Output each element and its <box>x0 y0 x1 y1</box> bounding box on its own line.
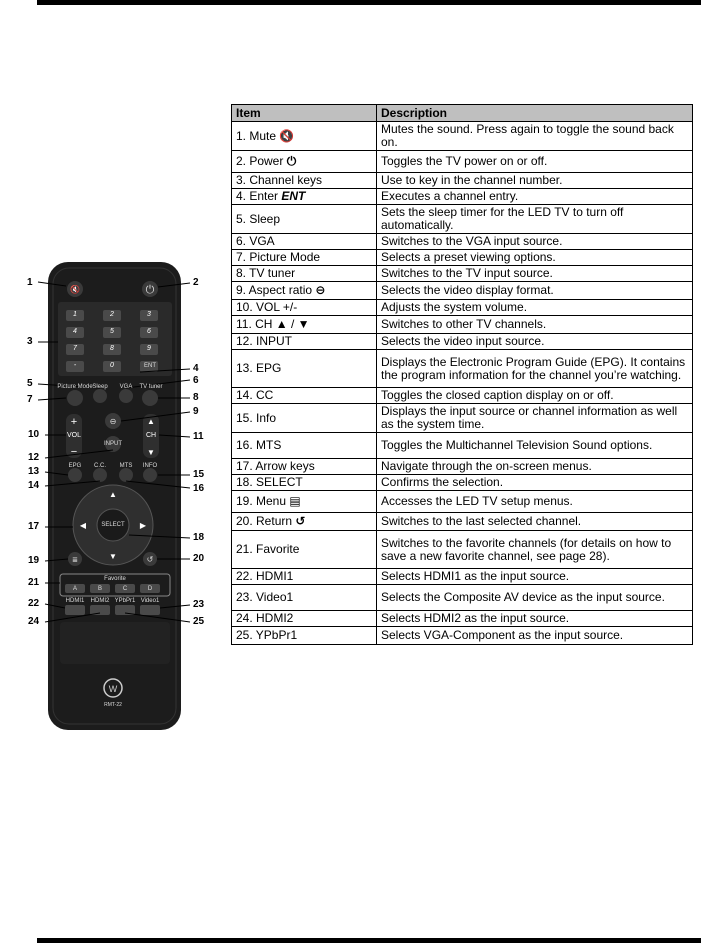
table-row <box>232 611 693 627</box>
item-label: 5. Sleep <box>236 211 281 226</box>
mute-icon: 🔇 <box>279 128 295 143</box>
callout-13: 13 <box>28 466 40 477</box>
favorite-d-label: D <box>147 586 153 592</box>
item-label: 16. MTS <box>236 438 282 452</box>
callout-9: 9 <box>193 406 199 417</box>
callout-20: 20 <box>193 553 205 564</box>
number-key-3: 3 <box>147 311 151 318</box>
item-label: 19. Menu <box>236 494 287 508</box>
item-cell <box>232 122 377 151</box>
item-cell <box>232 404 377 433</box>
number-key-1: 1 <box>73 311 77 318</box>
callout-22: 22 <box>28 598 40 609</box>
item-cell <box>232 611 377 627</box>
description-cell: Switches to the VGA input source. <box>377 234 693 250</box>
callout-2: 2 <box>193 277 199 288</box>
sleep-label: Sleep <box>92 384 108 390</box>
table-row <box>232 585 693 611</box>
item-cell <box>232 282 377 300</box>
description-cell: Switches to the TV input source. <box>377 266 693 282</box>
item-label: 18. SELECT <box>236 475 303 489</box>
table-row <box>232 205 693 234</box>
item-cell <box>232 316 377 334</box>
item-label: 7. Picture Mode <box>236 250 321 264</box>
item-cell <box>232 531 377 569</box>
callout-5: 5 <box>27 378 33 389</box>
number-key-7: 7 <box>73 345 77 352</box>
table-row <box>232 189 693 205</box>
item-cell <box>232 300 377 316</box>
number-key-8: 8 <box>110 345 114 352</box>
number-key-9: 9 <box>147 345 151 352</box>
description-cell: Switches to other TV channels. <box>377 316 693 334</box>
callout-21: 21 <box>28 577 40 588</box>
table-row <box>232 404 693 433</box>
callout-14: 14 <box>28 480 40 491</box>
number-key-6: 6 <box>147 328 151 335</box>
svg-text:W: W <box>108 684 118 694</box>
item-cell <box>232 569 377 585</box>
table-row <box>232 491 693 513</box>
description-cell: Selects a preset viewing options. <box>377 250 693 266</box>
table-row <box>232 266 693 282</box>
item-label: 24. HDMI2 <box>236 611 294 625</box>
item-cell <box>232 173 377 189</box>
description-cell: Toggles the TV power on or off. <box>377 151 693 173</box>
mute-icon: 🔇 <box>70 285 80 294</box>
svg-text:◀: ◀ <box>79 521 87 530</box>
number-key-dash: - <box>73 362 77 369</box>
svg-text:+: + <box>70 416 78 428</box>
item-cell <box>232 350 377 388</box>
item-label: 17. Arrow keys <box>236 459 315 473</box>
description-cell: Switches to the favorite channels (for details on how to save a new favorite channel, see page 28). <box>377 531 693 569</box>
item-label: 12. INPUT <box>236 334 293 348</box>
callout-3: 3 <box>27 336 33 347</box>
ent-label: ENT <box>144 363 156 369</box>
item-label: 2. Power <box>236 154 284 168</box>
table-row <box>232 250 693 266</box>
callout-1: 1 <box>27 277 33 288</box>
item-cell <box>232 189 377 205</box>
picture-mode-label: Picture Mode <box>57 384 93 390</box>
video1-label: Video1 <box>140 598 160 604</box>
callout-12: 12 <box>28 452 40 463</box>
description-cell: Displays the input source or channel information as well as the system time. <box>377 404 693 433</box>
return-icon: ↺ <box>295 514 306 528</box>
item-label: 25. YPbPr1 <box>236 628 298 642</box>
callout-18: 18 <box>193 532 205 543</box>
svg-text:▼: ▼ <box>147 448 155 457</box>
callout-6: 6 <box>193 375 199 386</box>
item-label: 9. Aspect ratio <box>236 283 313 297</box>
mts-label: MTS <box>119 463 133 469</box>
description-cell: Toggles the Multichannel Television Sound options. <box>377 433 693 459</box>
table-body <box>232 122 693 645</box>
favorite-c-label: C <box>122 586 128 592</box>
table-row <box>232 173 693 189</box>
table-row <box>232 388 693 404</box>
table-row <box>232 350 693 388</box>
item-label: 14. CC <box>236 388 274 402</box>
description-cell: Selects VGA-Component as the input source. <box>377 627 693 645</box>
callout-10: 10 <box>28 429 40 440</box>
item-label: 20. Return <box>236 514 293 528</box>
table-header-row <box>232 105 693 122</box>
description-cell: Toggles the closed caption display on or off. <box>377 388 693 404</box>
description-cell: Sets the sleep timer for the LED TV to turn off automatically. <box>377 205 693 234</box>
svg-text:▼: ▼ <box>109 552 117 561</box>
number-key-2: 2 <box>110 311 114 318</box>
item-label: 22. HDMI1 <box>236 569 294 583</box>
description-cell: Use to key in the channel number. <box>377 173 693 189</box>
item-cell <box>232 388 377 404</box>
item-cell <box>232 250 377 266</box>
callout-23: 23 <box>193 599 205 610</box>
table-row <box>232 282 693 300</box>
item-label: 8. TV tuner <box>236 266 296 280</box>
item-cell <box>232 151 377 173</box>
table-row <box>232 459 693 475</box>
table-row <box>232 569 693 585</box>
item-cell <box>232 459 377 475</box>
item-cell <box>232 205 377 234</box>
power-icon: ⏻ <box>286 154 297 168</box>
select-label: SELECT <box>101 522 125 528</box>
table-row <box>232 234 693 250</box>
description-cell: Navigate through the on-screen menus. <box>377 459 693 475</box>
description-cell: Selects the video display format. <box>377 282 693 300</box>
vga-label: VGA <box>119 384 133 390</box>
item-cell <box>232 513 377 531</box>
cc-label: C.C. <box>94 463 106 469</box>
favorite-a-label: A <box>72 586 77 592</box>
description-cell: Adjusts the system volume. <box>377 300 693 316</box>
table-row <box>232 122 693 151</box>
description-cell: Executes a channel entry. <box>377 189 693 205</box>
input-label: INPUT <box>104 441 122 447</box>
description-cell: Selects HDMI2 as the input source. <box>377 611 693 627</box>
aspect-ratio-icon: ⊖ <box>109 417 117 426</box>
callout-16: 16 <box>193 483 205 494</box>
item-cell <box>232 491 377 513</box>
item-cell <box>232 334 377 350</box>
table-row <box>232 300 693 316</box>
number-key-5: 5 <box>110 328 114 335</box>
menu-icon: ≣ <box>72 557 78 564</box>
menu-icon: ▤ <box>289 494 301 508</box>
description-cell: Accesses the LED TV setup menus. <box>377 491 693 513</box>
aspect-ratio-icon: ⊖ <box>315 283 326 297</box>
svg-text:▶: ▶ <box>139 521 147 530</box>
item-label: 13. EPG <box>236 361 282 375</box>
table-row <box>232 433 693 459</box>
item-cell <box>232 585 377 611</box>
svg-text:−: − <box>70 446 78 458</box>
vol-label: VOL <box>66 432 81 439</box>
table-row <box>232 475 693 491</box>
favorite-label: Favorite <box>104 576 126 582</box>
description-cell: Selects the video input source. <box>377 334 693 350</box>
description-cell: Selects HDMI1 as the input source. <box>377 569 693 585</box>
callout-17: 17 <box>28 521 40 532</box>
item-cell <box>232 433 377 459</box>
favorite-b-label: B <box>97 586 102 592</box>
description-cell: Switches to the last selected channel. <box>377 513 693 531</box>
item-cell <box>232 234 377 250</box>
callout-8: 8 <box>193 392 199 403</box>
description-cell: Selects the Composite AV device as the input source. <box>377 585 693 611</box>
table-row <box>232 513 693 531</box>
item-label: 1. Mute <box>236 128 277 143</box>
callout-7: 7 <box>27 394 33 405</box>
table-row <box>232 334 693 350</box>
remote-illustration <box>0 0 230 945</box>
description-cell: Confirms the selection. <box>377 475 693 491</box>
ypbpr1-label: YPbPr1 <box>114 598 136 604</box>
callout-24: 24 <box>28 616 40 627</box>
item-label: 11. CH ▲ / ▼ <box>236 317 310 331</box>
svg-text:▲: ▲ <box>147 417 155 426</box>
item-label: 4. Enter <box>236 189 279 203</box>
callout-11: 11 <box>193 431 204 442</box>
hdmi1-label: HDMI1 <box>65 598 85 604</box>
item-cell <box>232 475 377 491</box>
item-cell <box>232 627 377 645</box>
tv-tuner-label: TV tuner <box>139 384 163 390</box>
table-row <box>232 531 693 569</box>
ch-label: CH <box>145 432 157 439</box>
item-label: 6. VGA <box>236 234 275 248</box>
table-row <box>232 316 693 334</box>
enter-key-label: ENT <box>281 189 306 203</box>
callout-15: 15 <box>193 469 205 480</box>
description-cell: Displays the Electronic Program Guide (EPG). It contains the program information for the channel you’re watching. <box>377 350 693 388</box>
item-label: 15. Info <box>236 410 277 425</box>
power-icon: ⏻ <box>145 284 155 296</box>
callout-25: 25 <box>193 616 205 627</box>
item-label: 23. Video1 <box>236 590 294 604</box>
model-label: RMT-22 <box>104 702 122 708</box>
table-row <box>232 627 693 645</box>
info-label: INFO <box>142 463 158 469</box>
column-header-item: Item <box>232 105 377 122</box>
item-label: 21. Favorite <box>236 542 300 556</box>
hdmi2-label: HDMI2 <box>90 598 110 604</box>
callout-4: 4 <box>193 363 199 374</box>
remote-key-table <box>231 104 693 645</box>
svg-text:▲: ▲ <box>109 490 117 499</box>
description-cell: Mutes the sound. Press again to toggle the sound back on. <box>377 122 693 151</box>
item-label: 3. Channel keys <box>236 173 323 187</box>
epg-label: EPG <box>68 463 82 469</box>
number-key-0: 0 <box>110 362 114 369</box>
return-icon: ↺ <box>146 555 154 564</box>
callout-19: 19 <box>28 555 40 566</box>
item-cell <box>232 266 377 282</box>
column-header-description: Description <box>377 105 693 122</box>
number-key-4: 4 <box>73 328 77 335</box>
item-label: 10. VOL +/- <box>236 300 298 314</box>
table-row <box>232 151 693 173</box>
